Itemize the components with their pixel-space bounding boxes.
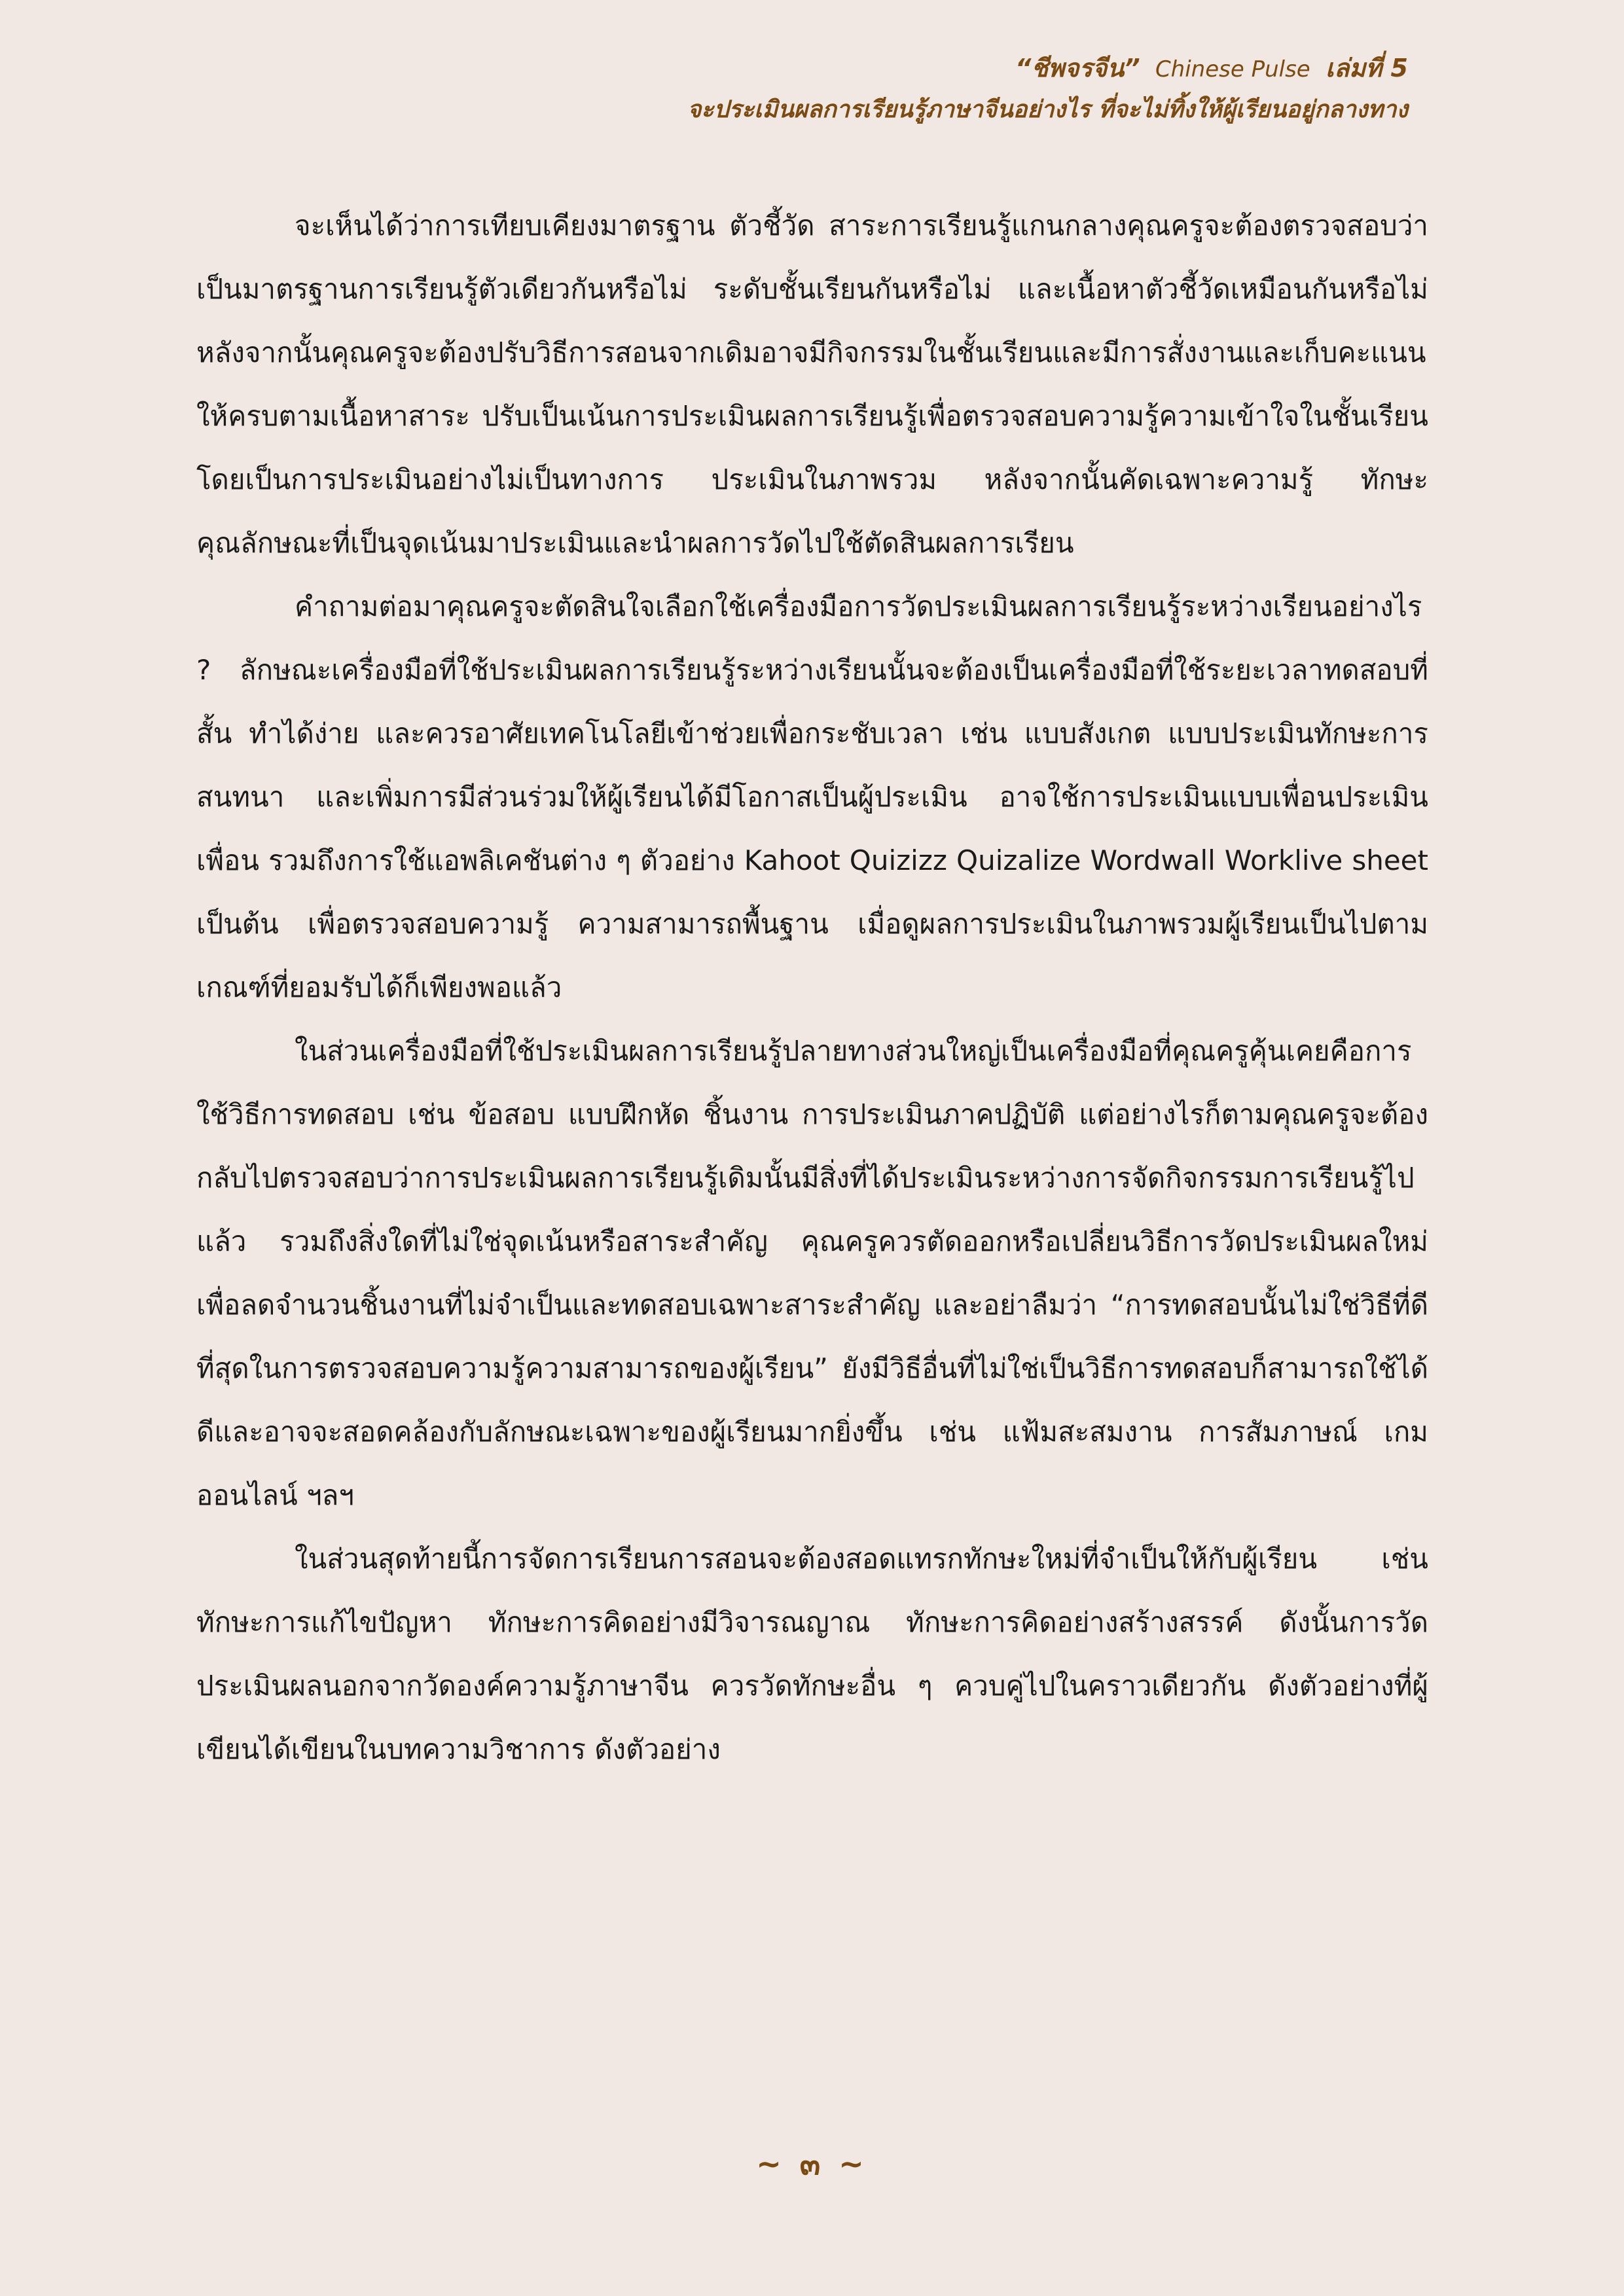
running-header <box>687 47 1408 130</box>
magazine-title-line <box>687 47 1408 90</box>
magazine-name-latin: Chinese Pulse <box>1155 56 1310 82</box>
article-title: จะประเมินผลการเรียนรู้ภาษาจีนอย่างไร ที่จะไม่ทิ้งให้ผู้เรียนอยู่กลางทาง <box>687 96 1408 123</box>
article-body <box>196 194 1428 1781</box>
magazine-name-thai: “ชีพจรจีน” <box>1015 54 1140 82</box>
paragraph-1: จะเห็นได้ว่าการเทียบเคียงมาตรฐาน ตัวชี้วัด สาระการเรียนรู้แกนกลางคุณครูจะต้องตรวจสอบว่า เป็นมาตรฐานการเรียนรู้ตัวเดียวกันหรือไม่ ระดับชั้นเรียนกันหรือไม่ และเนื้อหาตัวชี้วัดเหมือนกันหรือไม่ หลังจากนั้นคุณครูจะต้องปรับวิธีการสอนจากเดิมอาจมีกิจกรรมในชั้นเรียนและมีการสั่งงานและเก็บคะแนนให้ครบตามเนื้อหาสาระ ปรับเป็นเน้นการประเมินผลการเรียนรู้เพื่อตรวจสอบความรู้ความเข้าใจในชั้นเรียน โดยเป็นการประเมินอย่างไม่เป็นทางการ ประเมินในภาพรวม หลังจากนั้นคัดเฉพาะความรู้ ทักษะ คุณลักษณะที่เป็นจุดเน้นมาประเมินและนำผลการวัดไปใช้ตัดสินผลการเรียน <box>196 209 1428 559</box>
paragraph-3: ในส่วนเครื่องมือที่ใช้ประเมินผลการเรียนรู้ปลายทางส่วนใหญ่เป็นเครื่องมือที่คุณครูคุ้นเคยคือการใช้วิธีการทดสอบ เช่น ข้อสอบ แบบฝึกหัด ชิ้นงาน การประเมินภาคปฏิบัติ แต่อย่างไรก็ตามคุณครูจะต้องกลับไปตรวจสอบว่าการประเมินผลการเรียนรู้เดิมนั้นมีสิ่งที่ได้ประเมินระหว่างการจัดกิจกรรมการเรียนรู้ไปแล้ว รวมถึงสิ่งใดที่ไม่ใช่จุดเน้นหรือสาระสำคัญ คุณครูควรตัดออกหรือเปลี่ยนวิธีการวัดประเมินผลใหม่ เพื่อลดจำนวนชิ้นงานที่ไม่จำเป็นและทดสอบเฉพาะสาระสำคัญ และอย่าลืมว่า “การทดสอบนั้นไม่ใช่วิธีที่ดีที่สุดในการตรวจสอบความรู้ความสามารถของผู้เรียน” ยังมีวิธีอื่นที่ไม่ใช่เป็นวิธีการทดสอบก็สามารถใช้ได้ดีและอาจจะสอดคล้องกับลักษณะเฉพาะของผู้เรียนมากยิ่งขึ้น เช่น แฟ้มสะสมงาน การสัมภาษณ์ เกมออนไลน์ ฯลฯ <box>196 1035 1428 1511</box>
paragraph-4: ในส่วนสุดท้ายนี้การจัดการเรียนการสอนจะต้องสอดแทรกทักษะใหม่ที่จำเป็นให้กับผู้เรียน เช่น ทักษะการแก้ไขปัญหา ทักษะการคิดอย่างมีวิจารณญาณ ทักษะการคิดอย่างสร้างสรรค์ ดังนั้นการวัดประเมินผลนอกจากวัดองค์ความรู้ภาษาจีน ควรวัดทักษะอื่น ๆ ควบคู่ไปในคราวเดียวกัน ดังตัวอย่างที่ผู้เขียนได้เขียนในบทความวิชาการ ดังตัวอย่าง <box>196 1543 1428 1765</box>
issue-number: เล่มที่ 5 <box>1325 54 1408 82</box>
page-number: ~ ๓ ~ <box>756 2146 868 2181</box>
paragraph-2: คำถามต่อมาคุณครูจะตัดสินใจเลือกใช้เครื่องมือการวัดประเมินผลการเรียนรู้ระหว่างเรียนอย่างไร ? ลักษณะเครื่องมือที่ใช้ประเมินผลการเรียนรู้ระหว่างเรียนนั้นจะต้องเป็นเครื่องมือที่ใช้ระยะเวลาทดสอบที่สั้น ทำได้ง่าย และควรอาศัยเทคโนโลยีเข้าช่วยเพื่อกระชับเวลา เช่น แบบสังเกต แบบประเมินทักษะการสนทนา และเพิ่มการมีส่วนร่วมให้ผู้เรียนได้มีโอกาสเป็นผู้ประเมิน อาจใช้การประเมินแบบเพื่อนประเมินเพื่อน รวมถึงการใช้แอพลิเคชันต่าง ๆ ตัวอย่าง Kahoot Quizizz Quizalize Wordwall Worklive sheet เป็นต้น เพื่อตรวจสอบความรู้ ความสามารถพื้นฐาน เมื่อดูผลการประเมินในภาพรวมผู้เรียนเป็นไปตามเกณฑ์ที่ยอมรับได้ก็เพียงพอแล้ว <box>196 590 1428 1003</box>
